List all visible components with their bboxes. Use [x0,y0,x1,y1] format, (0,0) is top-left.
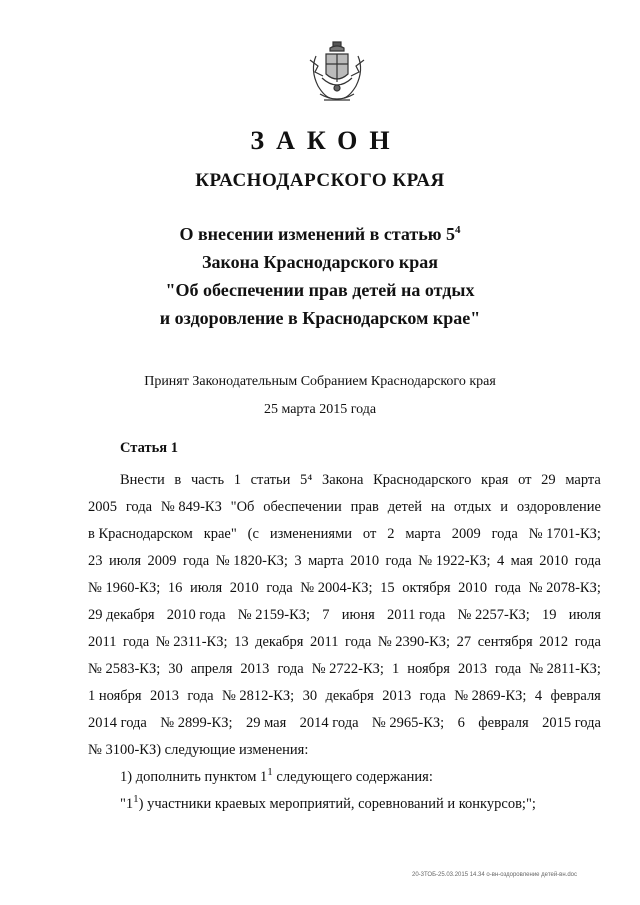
intro-word: часть [190,472,225,488]
intro-word: года [574,634,601,650]
intro-word: 7 [322,607,330,623]
intro-word: 2015 года [542,715,601,731]
intro-word: Внести [120,472,165,488]
intro-word: июня [341,607,375,623]
article-body [88,467,601,818]
intro-word: года [491,526,518,542]
intro-word: 1 [391,661,400,677]
intro-word: Закона [321,472,364,488]
intro-word: № 2004-КЗ; [300,580,373,596]
intro-word: № 2311-КЗ; [155,634,228,650]
intro-word: года [494,661,522,677]
intro-word: 4 [534,688,543,704]
intro-word: октября [402,580,451,596]
intro-word: декабря [325,688,374,704]
intro-word: года [187,688,214,704]
intro-word: 2013 [149,688,179,704]
intro-word: марта [308,553,344,569]
intro-word: марта [565,472,601,488]
intro-word: № 1820-КЗ; [215,553,288,569]
amendment-quote: "$1^1$) участники краевых мероприятий, соревнований и конкурсов;"; [120,793,536,812]
intro-word: от [518,472,532,488]
intro-word: № 1922-КЗ; [418,553,491,569]
intro-line [88,467,601,494]
intro-word: июля [190,580,223,596]
intro-word: 5⁴ [300,472,313,488]
intro-word: 2014 года [299,715,359,731]
intro-word: от [362,526,377,542]
intro-word: 15 [380,580,395,596]
intro-word: сентября [477,634,533,650]
intro-word: № 849-КЗ [160,499,222,515]
krasnodar-krai-coat-of-arms-icon [304,38,370,110]
intro-line [88,548,601,575]
intro-word: 16 [167,580,183,596]
adoption-note [0,368,640,424]
intro-word: оздоровление [516,499,601,515]
intro-word: 2011 [310,634,339,650]
article-intro [88,467,601,737]
intro-word: № 2812-КЗ; [221,688,295,704]
intro-word: июля [568,607,601,623]
intro-word: мая [510,553,533,569]
intro-word: года [183,553,210,569]
intro-word: на [430,499,446,515]
law-heading [0,220,640,332]
intro-word: детей [387,499,423,515]
intro-word: 27 [456,634,472,650]
intro-word: № 1960-КЗ; [88,580,161,596]
intro-word: года [123,634,150,650]
intro-word: года [385,553,412,569]
intro-word: 2010 года [166,607,226,623]
intro-word: статьи [250,472,291,488]
intro-word: 2010 [539,553,569,569]
intro-line [88,521,601,548]
intro-word: 1 [233,472,241,488]
intro-word: февраля [550,688,601,704]
intro-word: 2010 [350,553,380,569]
intro-word: года [494,580,521,596]
intro-word: (с [247,526,259,542]
adoption-line: Принят Законодательным Собранием Краснодарского края [144,374,496,389]
intro-word: крае" [203,526,237,542]
intro-word: 2010 [229,580,259,596]
intro-word: года [125,499,153,515]
intro-word: Краснодарского [373,472,472,488]
intro-word: 2010 [458,580,488,596]
intro-word: в Краснодарском [88,526,193,542]
intro-line [88,494,601,521]
intro-word: года [419,688,446,704]
intro-word: 3 [294,553,302,569]
intro-word: года [277,661,304,677]
intro-word: 2014 года [88,715,147,731]
intro-word: года [345,634,372,650]
intro-line [88,710,601,737]
intro-word: 2011 [88,634,117,650]
intro-word: декабря [255,634,304,650]
intro-word: № 2583-КЗ; [88,661,161,677]
intro-line [88,629,601,656]
intro-word: № 2159-КЗ; [237,607,311,623]
intro-word: 2005 [88,499,117,515]
intro-word: апреля [190,661,233,677]
intro-word: 2012 [539,634,569,650]
intro-word: марта [405,526,441,542]
intro-word: "Об [230,499,255,515]
intro-line [88,656,601,683]
intro-word: и [500,499,509,515]
intro-word: 2009 [451,526,481,542]
heading-line-3: "Об обеспечении прав детей на отдых [165,280,475,300]
intro-word: № 2078-КЗ; [528,580,601,596]
intro-word: в [174,472,182,488]
intro-word: № 1701-КЗ; [528,526,601,542]
article-title: Статья 1 [120,440,178,456]
intro-line [88,575,601,602]
intro-word: края [481,472,509,488]
intro-word: № 2390-КЗ; [377,634,451,650]
intro-word: 13 [234,634,249,650]
intro-word: № 2722-КЗ; [311,661,384,677]
intro-word: 30 [168,661,183,677]
intro-word: 29 мая [245,715,287,731]
intro-line [88,683,601,710]
intro-word: года [266,580,293,596]
intro-word: № 2965-КЗ; [371,715,445,731]
intro-word: февраля [478,715,529,731]
heading-line-2: Закона Краснодарского края [202,252,438,272]
intro-word: отдых [453,499,492,515]
intro-word: 29 декабря [88,607,155,623]
intro-word: 2009 [147,553,177,569]
heading-line-1: О внесении изменений в статью $5^4$ [179,224,461,244]
intro-word: 30 [302,688,318,704]
intro-word: 23 [88,553,103,569]
intro-word: ноября [407,661,450,677]
intro-word: 29 [541,472,556,488]
intro-word: 19 [542,607,557,623]
intro-word: 2013 [240,661,270,677]
intro-word: изменениями [269,526,353,542]
adoption-date: 25 марта 2015 года [263,402,377,417]
amendment-item-1: 1) дополнить пунктом $1^1$ следующего содержания: [120,766,433,785]
intro-word: № 2257-КЗ; [457,607,530,623]
document-title: ЗАКОН [250,126,402,155]
intro-word: 2011 года [387,607,446,623]
intro-word: прав [350,499,379,515]
intro-word: 1 ноября [88,688,142,704]
intro-word: года [574,553,601,569]
intro-word: № 2869-КЗ; [454,688,527,704]
intro-word: 2013 [382,688,412,704]
intro-last-line: № 3100-КЗ) следующие изменения: [88,742,309,758]
heading-line-4: и оздоровление в Краснодарском крае" [159,308,481,328]
intro-word: № 2899-КЗ; [160,715,233,731]
intro-word: № 2811-КЗ; [529,661,601,677]
intro-word: 2013 [457,661,487,677]
file-stamp: 20-3ТОБ-25.03.2015 14.34 о-вн-оздоровление детей-вн.doc [412,872,578,878]
document-subtitle: КРАСНОДАРСКОГО КРАЯ [195,170,445,191]
intro-word: обеспечении [263,499,342,515]
intro-word: 6 [457,715,465,731]
intro-word: 2 [387,526,395,542]
intro-word: 4 [496,553,505,569]
intro-line [88,602,601,629]
intro-word: июля [108,553,142,569]
